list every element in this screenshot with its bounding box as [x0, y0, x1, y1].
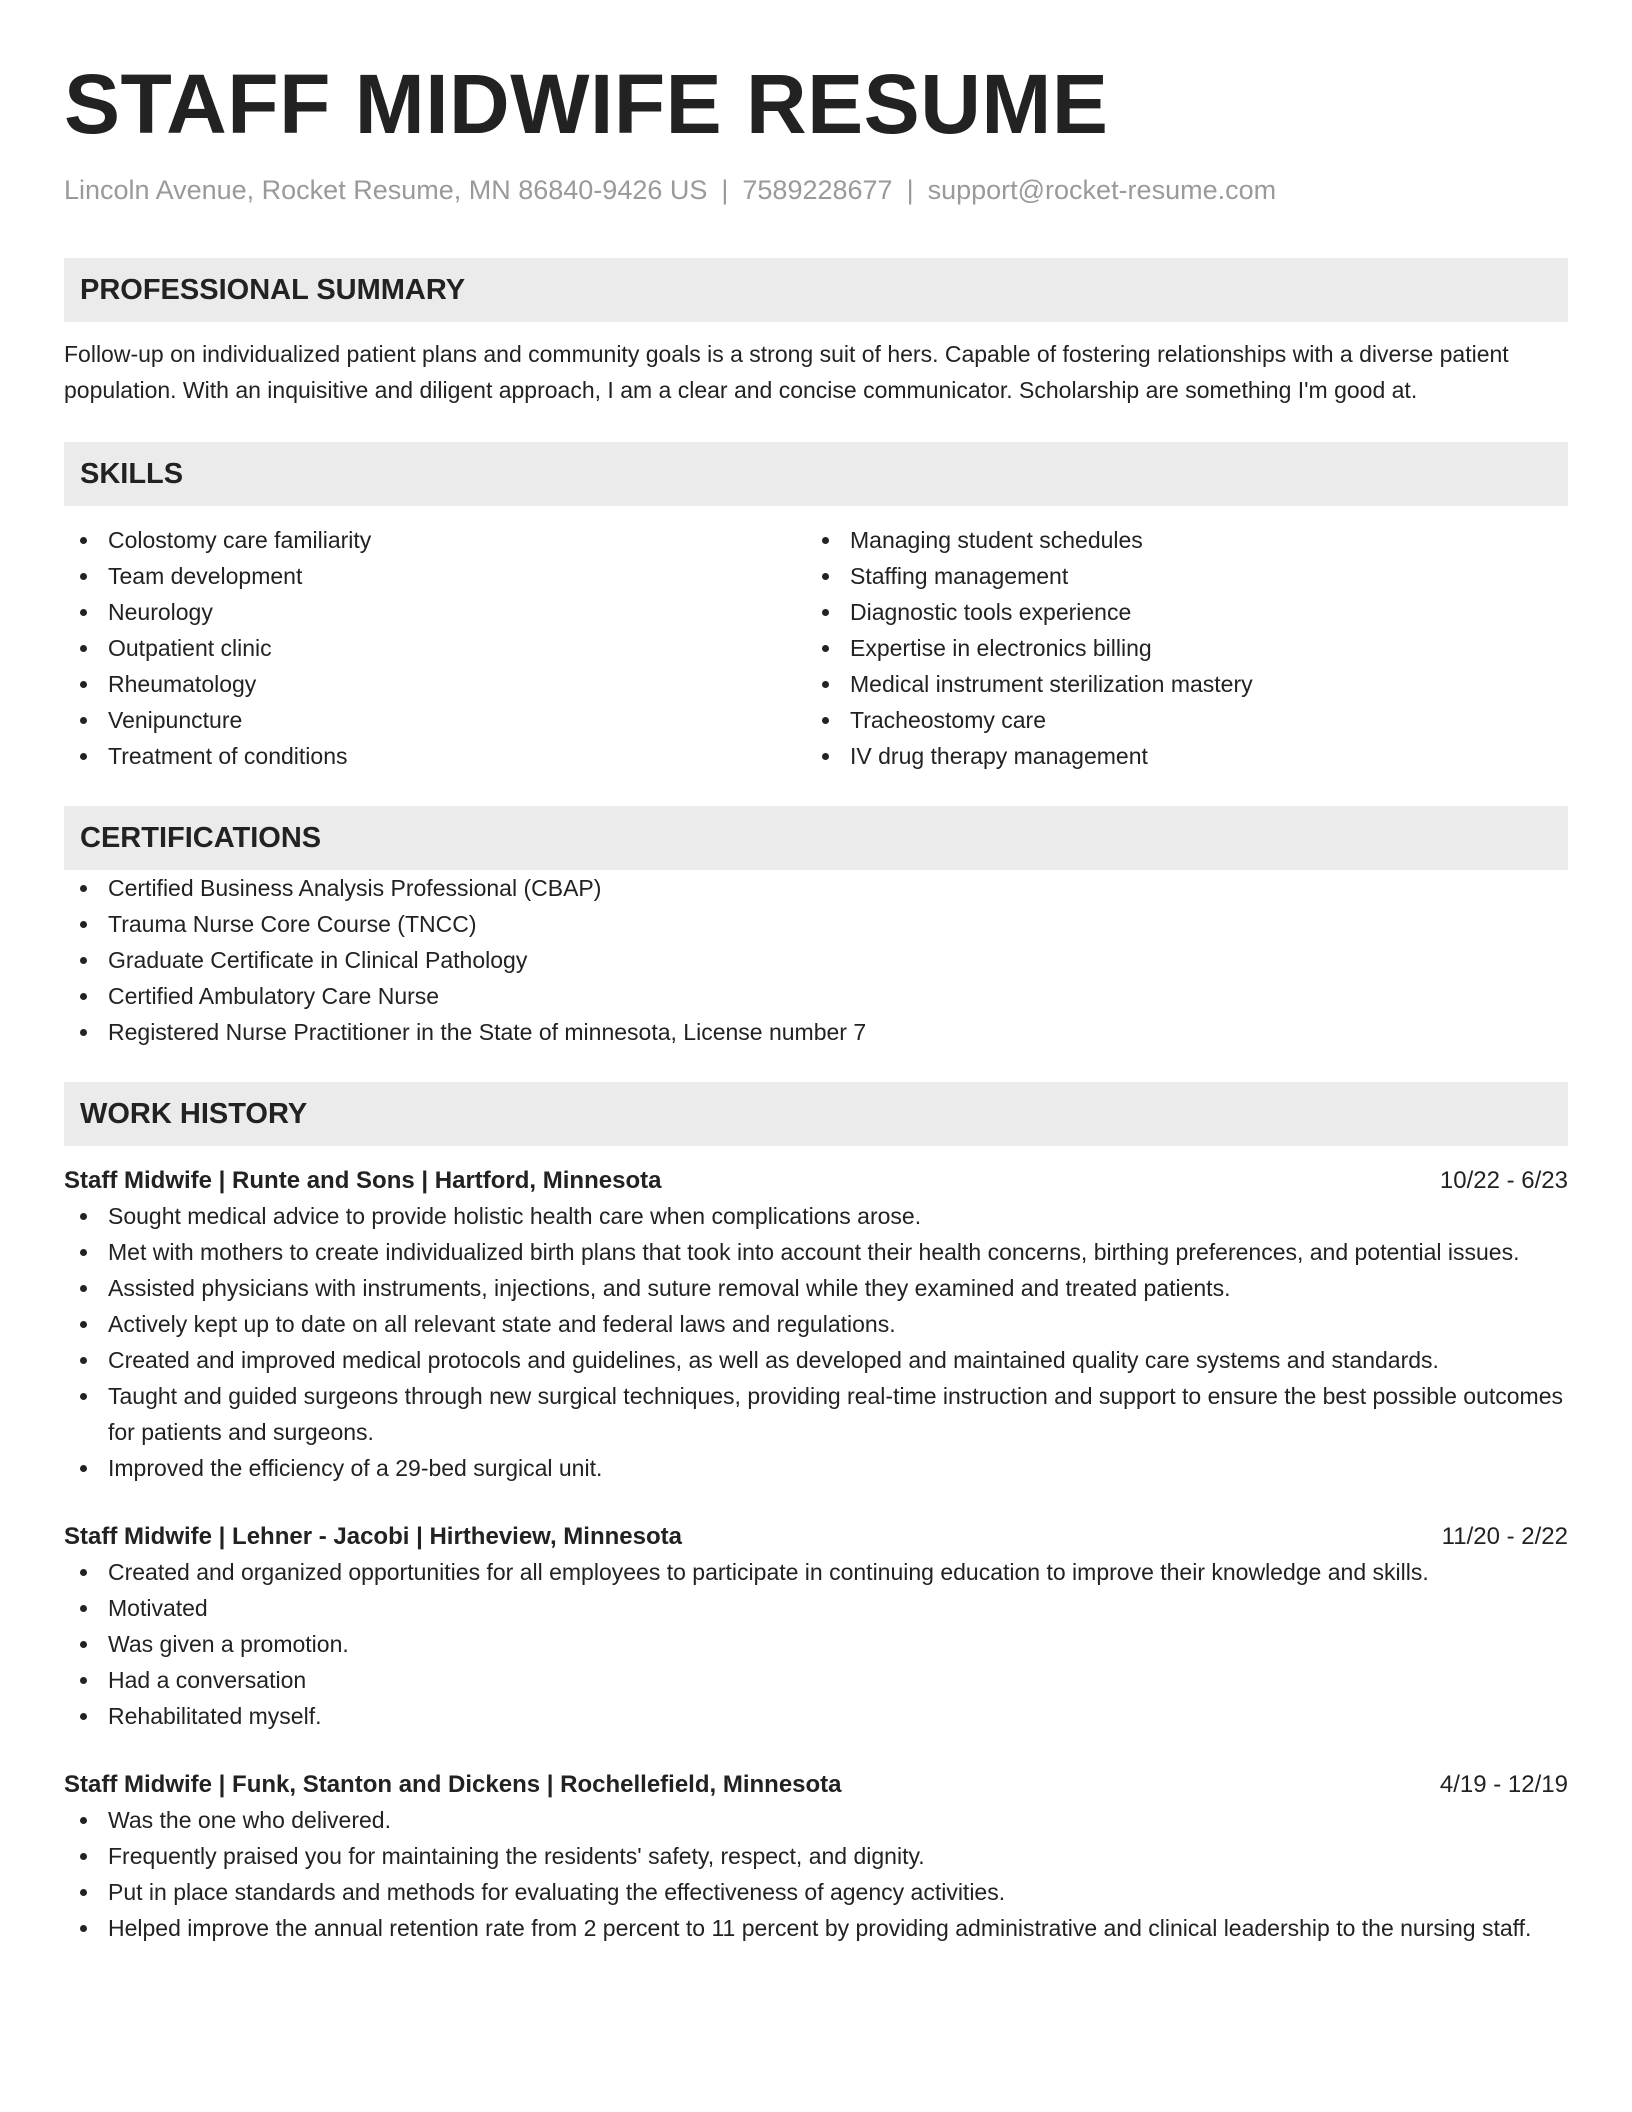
certification-item: Graduate Certificate in Clinical Pathology [64, 942, 1568, 978]
skill-item: Team development [64, 558, 806, 594]
job-bullet-list [64, 1802, 1568, 1946]
summary-text: Follow-up on individualized patient plans and community goals is a strong suit of hers. Capable of fostering relationships with a diverse patient population. With an inquisitive and diligent approach, I am a clear and concise communicator. Scholarship are something I'm good at. [64, 341, 1509, 404]
contact-email: support@rocket-resume.com [927, 175, 1277, 205]
job-bullet: Helped improve the annual retention rate from 2 percent to 11 percent by providing administrative and clinical leadership to the nursing staff. [64, 1910, 1568, 1946]
certifications-list [64, 870, 1568, 1050]
skill-item: Outpatient clinic [64, 630, 806, 666]
job-header [64, 1768, 1568, 1802]
contact-separator: | [721, 175, 729, 205]
job-bullet: Improved the efficiency of a 29-bed surgical unit. [64, 1450, 1568, 1486]
job-header [64, 1164, 1568, 1198]
resume-title: STAFF MIDWIFE RESUME [64, 57, 1109, 151]
skill-item: Medical instrument sterilization mastery [806, 666, 1548, 702]
job-dates: 11/20 - 2/22 [1441, 1523, 1568, 1551]
job-bullet-list [64, 1198, 1568, 1486]
job-bullet-list [64, 1554, 1568, 1734]
skill-item: Venipuncture [64, 702, 806, 738]
job-bullet: Sought medical advice to provide holistic health care when complications arose. [64, 1198, 1568, 1234]
job-dates: 4/19 - 12/19 [1439, 1771, 1568, 1799]
certification-item: Certified Ambulatory Care Nurse [64, 978, 1568, 1014]
job-bullet: Actively kept up to date on all relevant state and federal laws and regulations. [64, 1306, 1568, 1342]
skill-item: Diagnostic tools experience [806, 594, 1548, 630]
skill-item: Neurology [64, 594, 806, 630]
job-title: Staff Midwife | Funk, Stanton and Dickens | Rochellefield, Minnesota [64, 1771, 842, 1799]
skills-list-right [806, 522, 1548, 774]
skills-list-left [64, 522, 806, 774]
section-header-skills: SKILLS [64, 442, 1568, 506]
job-entry [64, 1768, 1568, 1946]
skill-item: Colostomy care familiarity [64, 522, 806, 558]
job-bullet: Taught and guided surgeons through new surgical techniques, providing real-time instruction and support to ensure the best possible outcomes for patients and surgeons. [64, 1378, 1568, 1450]
job-title: Staff Midwife | Lehner - Jacobi | Hirtheview, Minnesota [64, 1523, 682, 1551]
job-bullet: Met with mothers to create individualized birth plans that took into account their health concerns, birthing preferences, and potential issues. [64, 1234, 1568, 1270]
section-header-summary: PROFESSIONAL SUMMARY [64, 258, 1568, 322]
section-header-work-history: WORK HISTORY [64, 1082, 1568, 1146]
job-bullet: Created and organized opportunities for all employees to participate in continuing education to improve their knowledge and skills. [64, 1554, 1568, 1590]
certification-item: Certified Business Analysis Professional (CBAP) [64, 870, 1568, 906]
job-bullet: Motivated [64, 1590, 1568, 1626]
job-bullet: Created and improved medical protocols and guidelines, as well as developed and maintained quality care systems and standards. [64, 1342, 1568, 1378]
certification-item: Trauma Nurse Core Course (TNCC) [64, 906, 1568, 942]
skill-item: Tracheostomy care [806, 702, 1548, 738]
skill-item: Managing student schedules [806, 522, 1548, 558]
job-dates: 10/22 - 6/23 [1439, 1167, 1568, 1195]
contact-line [64, 174, 1568, 206]
section-header-certifications: CERTIFICATIONS [64, 806, 1568, 870]
certification-item: Registered Nurse Practitioner in the State of minnesota, License number 7 [64, 1014, 1568, 1050]
contact-separator: | [906, 175, 914, 205]
job-bullet: Assisted physicians with instruments, injections, and suture removal while they examined and treated patients. [64, 1270, 1568, 1306]
contact-phone: 7589228677 [742, 175, 893, 205]
skill-item: IV drug therapy management [806, 738, 1548, 774]
skills-grid [64, 522, 1568, 774]
resume-page [64, 52, 1568, 1946]
skill-item: Staffing management [806, 558, 1548, 594]
job-bullet: Rehabilitated myself. [64, 1698, 1568, 1734]
job-bullet: Was given a promotion. [64, 1626, 1568, 1662]
job-bullet: Had a conversation [64, 1662, 1568, 1698]
job-bullet: Put in place standards and methods for evaluating the effectiveness of agency activities. [64, 1874, 1568, 1910]
job-entry [64, 1164, 1568, 1486]
job-bullet: Frequently praised you for maintaining the residents' safety, respect, and dignity. [64, 1838, 1568, 1874]
job-title: Staff Midwife | Runte and Sons | Hartford, Minnesota [64, 1167, 662, 1195]
skill-item: Expertise in electronics billing [806, 630, 1548, 666]
skill-item: Rheumatology [64, 666, 806, 702]
skill-item: Treatment of conditions [64, 738, 806, 774]
job-entry [64, 1520, 1568, 1734]
job-header [64, 1520, 1568, 1554]
job-bullet: Was the one who delivered. [64, 1802, 1568, 1838]
contact-address: Lincoln Avenue, Rocket Resume, MN 86840-9426 US [64, 175, 708, 205]
